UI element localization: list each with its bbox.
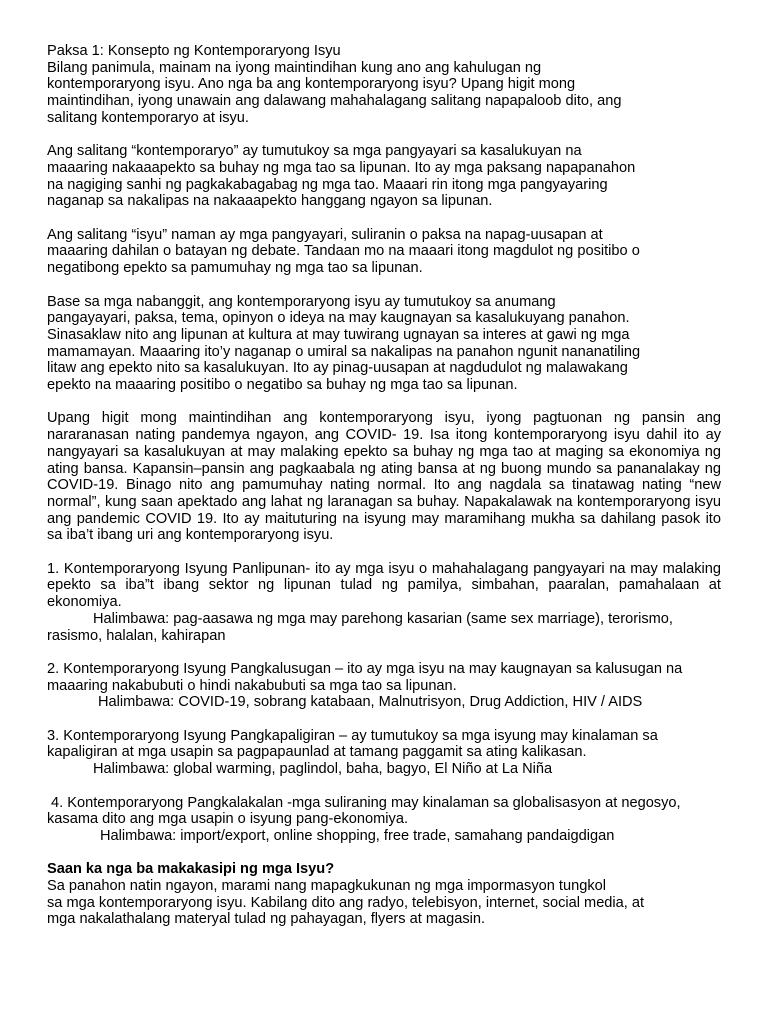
text-line: ekonomiya ng ating bansa. Kapansin–pansin ang pagkaabala ng ating bansa at ng buong mundo [47,443,721,477]
list-item-text [47,561,721,611]
list-item [47,561,721,645]
text-line: negatibong epekto sa pamumuhay ng mga tao sa lipunan. [47,260,423,277]
list-item-text [47,728,721,761]
isyu-paragraph [47,227,721,277]
base-paragraph [47,294,721,394]
list-item [47,728,721,778]
covid-paragraph [47,410,721,544]
text-line: na nagiging sanhi ng pagkakabagabag ng mga tao. Maaari rin itong mga pangyayaring [47,176,608,193]
text-line: pangayayari, paksa, tema, opinyon o ideya na may kaugnayan sa kasalukuyang panahon. [47,310,630,327]
text-line: may maramihang mukha sa dahilang pasok ito sa iba’t ibang uri ang kontemporaryong isyu. [47,510,721,544]
text-line: ay nangyayari sa kasalukuyan at may malaking epekto sa buhay ng mga tao at maging sa [47,427,721,460]
text-line: Sinasaklaw nito ang lipunan at kultura at may tuwirang ugnayan sa interes at gawi ng mga [47,326,630,343]
text-line: kasama dito ang mga usapin o isyung pang-ekonomiya. [47,811,409,828]
list-item [47,661,721,711]
text-line: litaw ang epekto nito sa kasalukuyan. Ito ay pinag-uusapan at nagdudulot ng malawakang [47,360,628,377]
text-line: rasismo, halalan, kahirapan [47,627,226,644]
list-item-example-cont [47,628,721,645]
text-line: maaaring dahilan o batayan ng debate. Tandaan mo na maaari itong magdulot ng positibo o [47,243,640,260]
text-line: nararanasan nating pandemya ngayon, ang COVID- 19. Isa itong kontemporaryong isyu dahil ito [47,427,700,444]
text-line: Bilang panimula, mainam na iyong maintindihan kung ano ang kahulugan ng [47,59,542,76]
list-item-example [47,694,721,711]
text-line: kapaligiran at mga usapin sa pagpapaunlad at tamang paggamit sa ating kalikasan. [47,744,587,761]
text-line: mamamayan. Maaaring ito’y naganap o umiral sa nakalipas na panahon ngunit nananatiling [47,343,641,360]
text-line: naganap sa nakalipas na nakaaapekto hanggang ngayon sa lipunan. [47,193,493,210]
list-item-text [47,795,721,828]
document-title: Paksa 1: Konsepto ng Kontemporaryong Isyu [47,43,341,59]
text-line: 4. Kontemporaryong Pangkalakalan -mga suliraning may kinalaman sa globalisasyon at negosyo, [47,794,681,811]
text-line: maintindihan, iyong unawain ang dalawang mahahalagang salitang napapaloob dito, ang [47,93,622,110]
text-line: Upang higit mong maintindihan ang kontemporaryong isyu, iyong pagtuonan ng pansin ang [47,410,721,427]
text-line: maaaring nakabubuti o hindi nakabubuti sa mga tao sa lipunan. [47,677,457,694]
text-line: kontemporaryong isyu. Ano nga ba ang kontemporaryong isyu? Upang higit mong [47,76,576,93]
text-line: Ang salitang “kontemporaryo” ay tumutukoy sa mga pangyayari sa kasalukuyan na [47,143,582,160]
sources-paragraph [47,878,721,928]
text-line: sa mga kontemporaryong isyu. Kabilang dito ang radyo, telebisyon, internet, social media, at [47,894,645,911]
list-item-example [47,828,721,845]
text-line: Halimbawa: import/export, online shopping, free trade, samahang pandaigdigan [100,827,615,844]
text-line: Sa panahon natin ngayon, marami nang mapagkukunan ng mga impormasyon tungkol [47,878,606,895]
text-line: malaking epekto sa iba”t ibang sektor ng lipunan tulad ng pamilya, simbahan, paaralan, [47,560,721,594]
list-item-example [47,611,721,628]
sources-heading: Saan ka nga ba makakasipi ng mga Isyu? [47,861,335,878]
text-line: 1. Kontemporaryong Isyung Panlipunan- ito ay mga isyu o mahahalagang pangyayari na may [47,560,658,577]
text-line: salitang kontemporaryo at isyu. [47,109,249,126]
text-line: 3. Kontemporaryong Isyung Pangkapaligiran – ay tumutukoy sa mga isyung may kinalaman sa [47,727,658,744]
text-line: Ang salitang “isyu” naman ay mga pangyayari, suliranin o paksa na napag-uusapan at [47,226,603,243]
intro-paragraph [47,60,721,127]
list-item-example [47,761,721,778]
text-line: Halimbawa: global warming, paglindol, baha, bagyo, El Niño at La Niña [93,761,553,778]
list-item [47,795,721,845]
text-line: Halimbawa: COVID-19, sobrang katabaan, Malnutrisyon, Drug Addiction, HIV / AIDS [98,694,643,711]
text-line: tinatawag nating “new normal”, kung saan apektado ang lahat ng laranagan sa buhay. [47,477,721,510]
text-line: Base sa mga nabanggit, ang kontemporaryong isyu ay tumutukoy sa anumang [47,293,556,310]
text-line: Napakalawak na kontemporaryong isyu ang pandemic COVID 19. Ito ay maituturing na isyung [47,493,721,527]
text-line: maaaring nakaaapekto sa buhay ng mga tao sa lipunan. Ito ay mga paksang napapanahon [47,159,636,176]
text-line: mga nakalathalang materyal tulad ng pahayagan, flyers at magasin. [47,911,486,928]
text-line: pamahalaan at ekonomiya. [47,577,721,611]
text-line: sa pananalakay ng COVID-19. Binago nito ang pamumuhay nating normal. Ito ang nagdala sa [47,460,721,494]
text-line: 2. Kontemporaryong Isyung Pangkalusugan – ito ay mga isyu na may kaugnayan sa kalusugan na [47,660,683,677]
text-line: epekto na maaaring positibo o negatibo sa buhay ng mga tao sa lipunan. [47,377,518,394]
list-item-text [47,661,721,694]
kontemporaryo-paragraph [47,143,721,210]
text-line: Halimbawa: pag-aasawa ng mga may parehong kasarian (same sex marriage), terorismo, [93,610,673,627]
